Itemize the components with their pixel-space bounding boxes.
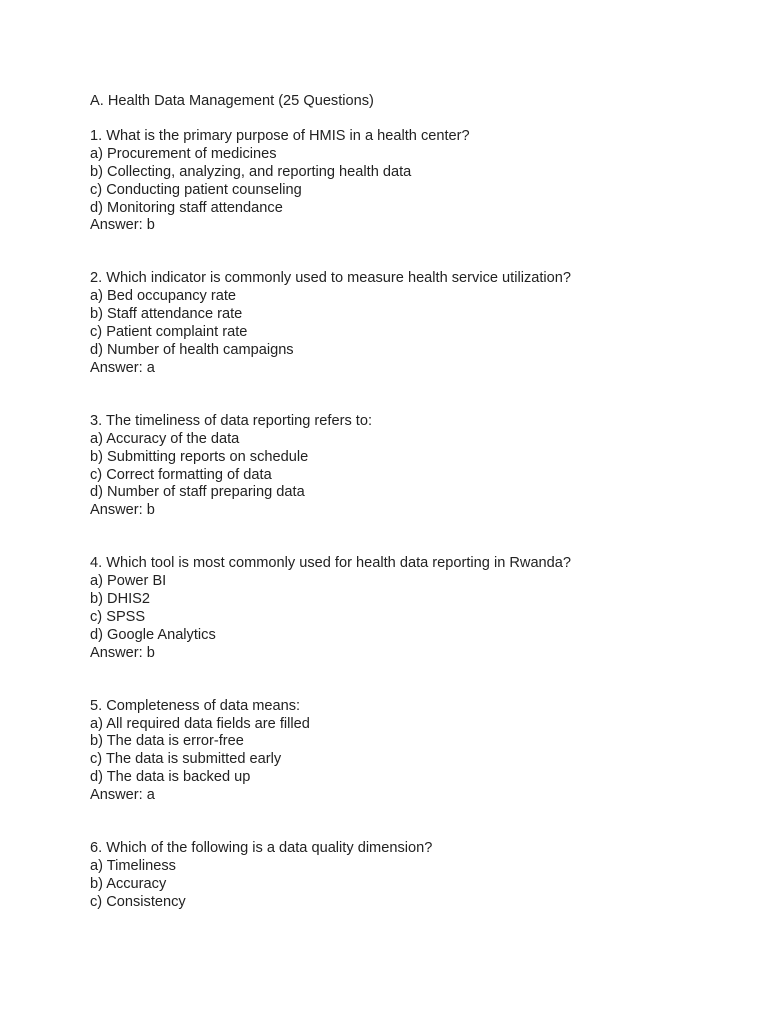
- option-c: c) The data is submitted early: [90, 751, 282, 768]
- option-c: c) Consistency: [90, 893, 186, 910]
- question-block-5: [90, 698, 730, 805]
- question-text: 3. The timeliness of data reporting refers to:: [90, 412, 373, 429]
- question-block-2: [90, 270, 730, 377]
- option-d: d) Number of health campaigns: [90, 341, 294, 358]
- option-d: d) Number of staff preparing data: [90, 484, 305, 501]
- option-a: a) Timeliness: [90, 858, 176, 874]
- option-d: d) Google Analytics: [90, 626, 216, 643]
- question-text: 5. Completeness of data means:: [90, 697, 301, 714]
- document-page: [90, 93, 730, 947]
- option-a: a) Bed occupancy rate: [90, 288, 237, 305]
- question-block-6: [90, 840, 730, 912]
- option-a: a) All required data fields are filled: [90, 715, 310, 732]
- option-b: b) Submitting reports on schedule: [90, 448, 309, 465]
- option-c: c) Patient complaint rate: [90, 324, 248, 341]
- option-b: b) Accuracy: [90, 875, 167, 892]
- answer-text: Answer: b: [90, 502, 155, 519]
- question-text: 6. Which of the following is a data quality dimension?: [90, 840, 433, 857]
- option-d: d) Monitoring staff attendance: [90, 199, 283, 216]
- question-text: 1. What is the primary purpose of HMIS in a health center?: [90, 127, 470, 144]
- option-c: c) Correct formatting of data: [90, 466, 272, 483]
- option-a: a) Power BI: [90, 573, 167, 590]
- answer-text: Answer: b: [90, 217, 155, 234]
- answer-text: Answer: a: [90, 787, 155, 804]
- section-heading: A. Health Data Management (25 Questions): [90, 93, 374, 109]
- option-a: a) Procurement of medicines: [90, 145, 277, 162]
- option-b: b) Collecting, analyzing, and reporting health data: [90, 163, 412, 180]
- question-text: 4. Which tool is most commonly used for health data reporting in Rwanda?: [90, 555, 572, 572]
- question-block-1: [90, 128, 730, 235]
- option-c: c) Conducting patient counseling: [90, 181, 302, 198]
- question-block-3: [90, 413, 730, 520]
- question-text: 2. Which indicator is commonly used to measure health service utilization?: [90, 270, 572, 287]
- option-b: b) Staff attendance rate: [90, 306, 243, 323]
- option-b: b) The data is error-free: [90, 733, 244, 750]
- option-c: c) SPSS: [90, 608, 146, 625]
- answer-text: Answer: b: [90, 644, 155, 661]
- question-block-4: [90, 555, 730, 662]
- option-a: a) Accuracy of the data: [90, 430, 240, 447]
- option-d: d) The data is backed up: [90, 769, 251, 786]
- option-b: b) DHIS2: [90, 591, 151, 608]
- answer-text: Answer: a: [90, 359, 155, 376]
